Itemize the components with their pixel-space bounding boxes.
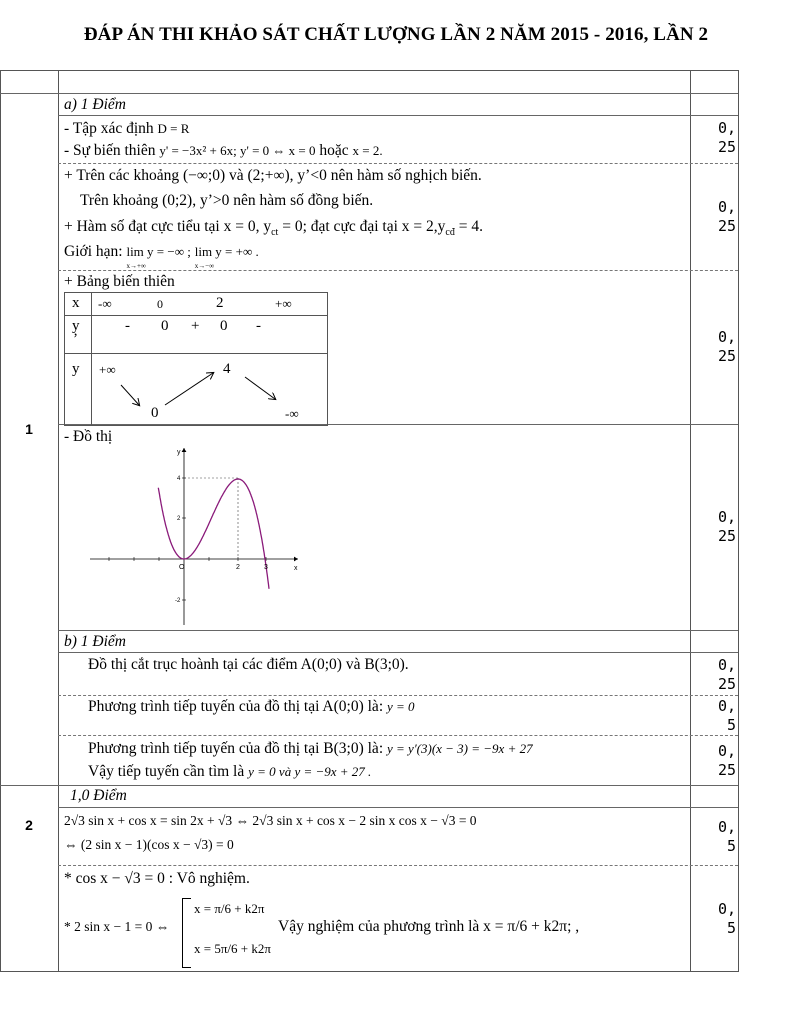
yprime-sign: - [256,318,261,334]
score: 0, [717,119,736,137]
score: 0, [717,198,736,216]
part-b-heading: b) 1 Điểm [64,633,126,650]
yprime-sign: + [191,318,200,334]
increasing-line: Trên khoảng (0;2), y’>0 nên hàm số đồng biến. [80,192,374,209]
question-number-2: 2 [25,817,33,833]
score: 0, [717,742,736,760]
row-divider [58,735,738,736]
yprime-sign: - [125,318,130,334]
variation-table [64,292,328,426]
y-tick-label: -2 [175,598,181,604]
row-label-yprime: y [72,318,80,334]
part-a-heading: a) 1 Điểm [64,96,126,113]
tangent-a-line: Phương trình tiếp tuyến của đồ thị tại A(0;0) là: y = 0 [88,698,415,715]
score: 25 [717,761,736,779]
row-divider [58,807,738,808]
row-divider [58,865,738,866]
q2-equation-2: ⇔ (2 sin x − 1)(cos x − √3) = 0 [64,837,234,852]
row-divider [58,695,738,696]
question-number-1: 1 [25,421,33,437]
graph-title: - Đồ thị [64,428,113,445]
q2-points: 1,0 Điểm [70,787,127,804]
y-value: +∞ [99,362,116,377]
domain-line: - Tập xác định D = R [64,120,190,137]
score: 0, [717,656,736,674]
score: 5 [726,716,736,734]
score: 25 [717,675,736,693]
x-tick-label: 2 [236,564,240,571]
intersection-line: Đồ thị cắt trục hoành tại các điểm A(0;0) và B(3;0). [88,656,409,673]
row-label-yprime-mark: ’ [73,331,78,347]
q2-conclusion: Vậy nghiệm của phương trình là x = π/6 + k2π; , [278,918,580,935]
q2-case-cos: * cos x − √3 = 0 : Vô nghiệm. [64,870,250,887]
tangent-b-line: Phương trình tiếp tuyến của đồ thị tại B(3;0) là: y = y′(3)(x − 3) = −9x + 27 [88,740,533,757]
solution-bracket [182,898,191,968]
score: 5 [726,837,736,855]
derivative-line: - Sự biến thiên y' = −3x² + 6x; y' = 0 ⇔ x = 0 hoặc x = 2. [64,142,383,159]
variation-table-title: + Bảng biến thiên [64,273,175,290]
x-value: -∞ [98,296,112,311]
row-divider [58,163,738,164]
score: 0, [717,328,736,346]
y-value: 4 [223,361,231,377]
y-tick-label: 2 [177,516,181,522]
yprime-sign: 0 [161,318,169,334]
function-graph [80,440,310,630]
yprime-sign: 0 [220,318,228,334]
x-value: +∞ [275,296,292,311]
col-line-left [0,71,1,971]
col-line-score [690,71,691,971]
row-divider [58,630,738,631]
row-divider [58,652,738,653]
solution-case-1: x = π/6 + k2π [194,901,265,916]
origin-label: O [179,564,185,571]
x-axis-label: x [294,565,298,572]
score: 25 [717,217,736,235]
row-label-x: x [72,295,80,311]
variation-arrows [65,293,327,425]
col-line-question [58,71,59,971]
cubic-curve [158,479,269,589]
score: 25 [717,527,736,545]
x-value: 0 [157,297,163,311]
tangent-conclusion-line: Vậy tiếp tuyến cần tìm là y = 0 và y = −9x + 27 . [88,763,372,780]
x-tick-label: 3 [264,564,268,571]
limits-line: Giới hạn: lim y = −∞ ; x→+∞ lim y = +∞ . x→−∞ [64,243,259,270]
score: 0, [717,697,736,715]
score: 5 [726,919,736,937]
q2-equation-1: 2√3 sin x + cos x = sin 2x + √3 ⇔ 2√3 sin x + cos x − 2 sin x cos x − √3 = 0 [64,813,477,828]
q2-case-sin: * 2 sin x − 1 = 0 ⇔ [64,919,170,934]
page-title: ĐÁP ÁN THI KHẢO SÁT CHẤT LƯỢNG LẦN 2 NĂM 2015 - 2016, LẦN 2 [83,24,709,45]
score: 25 [717,347,736,365]
row-divider [58,270,738,271]
row-divider [58,115,738,116]
y-value: -∞ [285,406,299,421]
decreasing-line: + Trên các khoảng (−∞;0) và (2;+∞), y’<0 nên hàm số nghịch biến. [64,167,482,184]
score: 0, [717,508,736,526]
row-divider [0,93,738,94]
y-value: 0 [151,405,159,421]
score: 0, [717,900,736,918]
solution-case-2: x = 5π/6 + k2π [194,941,271,956]
score: 25 [717,138,736,156]
score: 0, [717,818,736,836]
y-axis-label: y [177,449,181,456]
row-divider [0,785,738,786]
y-tick-label: 4 [177,476,181,482]
extrema-line: + Hàm số đạt cực tiểu tại x = 0, $y_{ct} = 0$; đạt cực đại tại $x = 2,y_{cđ} = 4$. [64,218,483,239]
x-value: 2 [216,295,224,311]
row-label-y: y [72,361,80,377]
